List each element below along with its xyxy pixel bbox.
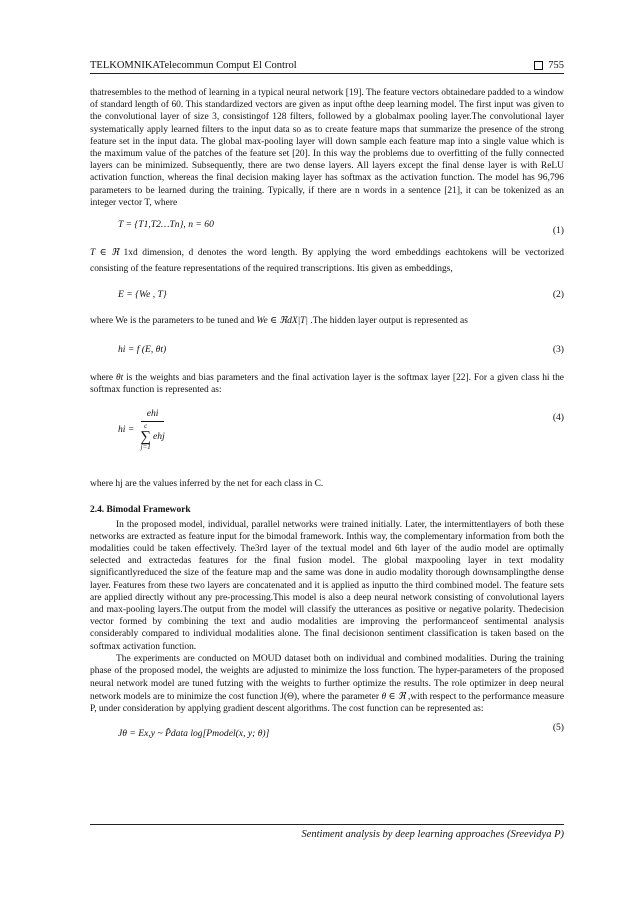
page-number-group [534,60,564,71]
page-number: 755 [548,60,564,71]
paragraph-3: where We is the parameters to be tuned and We ∈ ℜdX|T| .The hidden layer output is represented as [90,316,468,327]
equation-1-number: (1) [552,225,564,237]
softmax-fraction [140,408,164,451]
journal-title: TELKOMNIKATelecommun Comput El Control [90,60,297,71]
equation-4-number: (4) [552,412,564,424]
equation-5-text: Jθ = Ex,y ~ P̂data log[Pmodel(x, y; θ)] [118,727,270,739]
page-header [90,60,564,74]
equation-3-inline: θt [115,372,124,383]
equation-2-number: (2) [552,289,564,301]
equation-4 [118,408,564,464]
sigma-glyph: ∑ [140,429,152,446]
equation-5 [118,721,564,740]
equation-1-text: T = {T1,T2…Tn}, n = 60 [118,219,214,231]
paragraph-6: In the proposed model, individual, parallel networks were trained initially. Later, the intermittentlayers of both these networks are extracted as feature input for the bimodal framework. Inthis way, the complementary information from both the modalities could be taken effectively. The3rd layer of the textual model and 6th layer of the audio model are optimally selected and extractedas features for the final fusion model. The global maxpooling layer in text modality significantlyreduced the size of the feature map and the same was done in audio modality thorough downsamplingthe dense layer. Features from these two layers are concatenated and it is applied as inputto the third combined model. The feature sets are applied directly without any pre-processing.This model is also a deep neural network consisting of convolutional layers and max-pooling layers.The output from the model will classify the utterances as positive or negative polarity. Thedecision vector formed by combining the text and audio modalities are improving the performanceof sentimental analysis considerably compared to individual modalities alone. The final decisionon sentiment classification is taken based on the softmax activation function. [90,519,564,652]
footer-text: Sentiment analysis by deep learning approaches (Sreevidya P) [301,829,564,840]
equation-4-denominator: ehj [153,431,165,443]
page-body [90,87,564,740]
equation-4-lhs: hi = [118,423,135,435]
paragraph-7: The experiments are conducted on MOUD dataset both on individual and combined modalities. During the training phase of the proposed model, the weights are adjusted to minimize the loss function. The hyper-parameters of the proposed neural network model are tuned futzing with the weights to further optimize the results. The role optimizer in deep neural network models are to minimize the cost function J(Θ), where the parameter θ ∈ ℜ ,with respect to the performance measure P, under consideration by applying gradient descent algorithms. The cost function can be represented as: [90,653,565,715]
equation-3-number: (3) [552,343,564,355]
paragraph-1: thatresembles to the method of learning in a typical neural network [19]. The feature vectors obtainedare padded to a window of standard length of 60. This standardized vectors are given as input ofthe deep learning model. The first input was given to the convolutional layer of size 3, consistingof 128 filters, followed by a globalmax pooling layer.The convolutional layer systematically apply learned filters to the input data so as to create feature maps that summarize the presence of the strong feature set in the input data. The global max-pooling layer will down sample each feature map into a single value which is the maximum value of the patches of the feature set [20]. In this way the problems due to overfitting of the fully connected layers can be minimized. Subsequently, there are two dense layers. All layers except the final dense layer is with ReLU activation function, whereas the final decision making layer has softmax as the activation function. The model has 96,796 parameters to be learned during the training. Typically, if there are n words in a sentence [21], it can be tokenized as an integer vector T, where [90,88,564,208]
equation-2-inline: We ∈ ℜdX|T| [256,316,309,327]
equation-3 [118,344,564,356]
paragraph-5: where hj are the values inferred by the net for each class in C. [90,479,324,490]
equation-4-inline: θ ∈ ℜ [381,691,406,702]
equation-4-sum-bottom: j=1 [140,443,151,452]
equation-2-text: E = {We , T} [118,289,167,301]
paragraph-2: T ∈ ℜ 1xd dimension, d denotes the word length. By applying the word embeddings eachtokens will be vectorized consisting of the feature representations of the required transcriptions. Itis given as embeddings, [90,248,565,275]
equation-2 [118,289,564,301]
equation-1-inline: T ∈ ℜ [90,248,119,259]
page-footer [90,824,564,840]
equation-4-numerator: ehi [141,408,165,422]
square-box-icon [534,61,543,70]
equation-3-text: hi = f (E, θt) [118,343,167,355]
summation-symbol [140,423,151,451]
section-heading: 2.4. Bimodal Framework [90,505,191,516]
equation-5-number: (5) [552,721,564,733]
paragraph-4: where θt is the weights and bias parameters and the final activation layer is the softmax layer [22]. For a given class hi the softmax function is represented as: [90,372,565,396]
equation-1 [118,219,564,237]
equation-4-sum-top: c [144,422,148,431]
